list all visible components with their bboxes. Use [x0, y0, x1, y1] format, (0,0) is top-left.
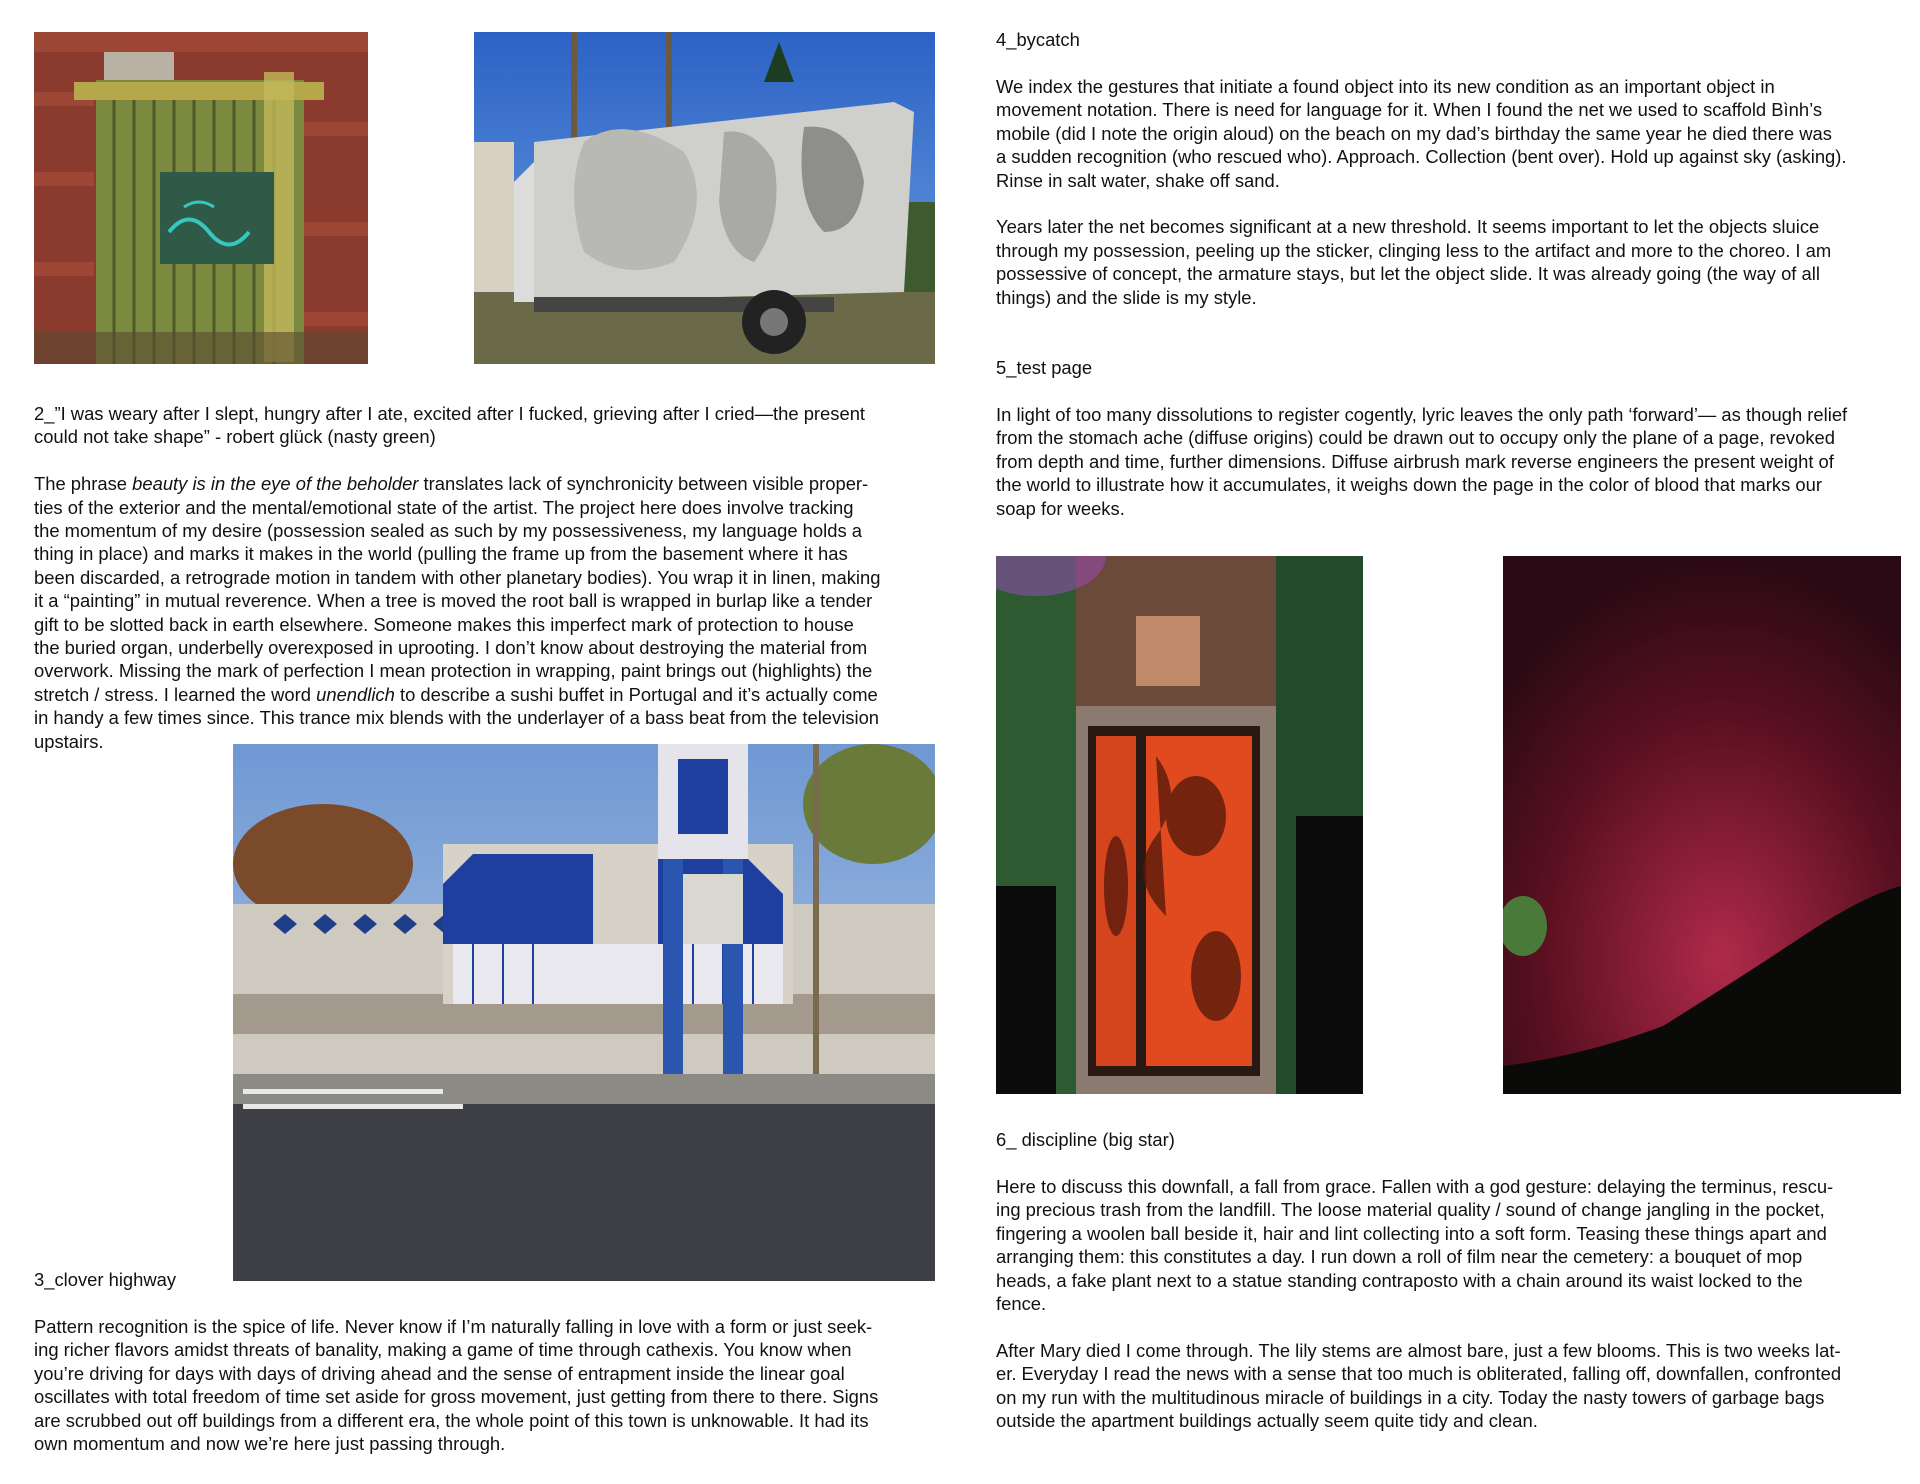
section-2-body: The phrase beauty is in the eye of the beholder translates lack of synchronicity between visible proper- ties of the exterior and the mental/emotional state of the artist. The project here does involve tracking the momentum of my desire (possession sealed as such by my possessiveness, my language holds a thing in place) and marks it makes in the world (pulling the frame up from the basement where it has been discarded, a retrograde motion in tandem with other planetary bodies). You wrap it in linen, making it a “painting” in mutual reverence. When a tree is moved the root ball is wrapped in burlap like a tender gift to be slotted back in earth elsewhere. Someone makes this imperfect mark of protection to house the buried organ, underbelly overexposed in uprooting. I don’t know about destroying the material from overwork. Missing the mark of perfection I mean protection in wrapping, paint brings out (highlights) the stretch / stress. I learned the word unendlich to describe a sushi buffet in Portugal and it’s actually come in handy a few times since. This trance mix blends with the underlayer of a bass beat from the television upstairs. — [34, 473, 881, 752]
photo-blue-building — [233, 744, 935, 1281]
photo-aurora-sky — [1503, 556, 1901, 1094]
section-5-body: In light of too many dissolutions to register cogently, lyric leaves the only path ‘forward’— as though relief from the stomach ache (diffuse origins) could be drawn out to occupy only the plane of a page, revoked from depth and time, further dimensions. Diffuse airbrush mark reverse engineers the present weight of the world to illustrate how it accumulates, it weighs down the page in the color of blood that marks our soap for weeks. — [996, 404, 1848, 519]
photo-red-doorway — [996, 556, 1363, 1094]
section-4-body: We index the gestures that initiate a found object into its new condition as an important object in movement notation. There is need for language for it. When I found the net we used to scaffold Bình’s mobile (did I note the origin aloud) on the beach on my dad’s birthday the same year he died there was a sudden recognition (who rescued who). Approach. Collection (bent over). Hold up against sky (asking). Rinse in salt water, shake off sand. Years later the net becomes significant at a new threshold. It seems important to let the objects sluice through my possession, peeling up the sticker, clinging less to the artifact and more to the choreo. I am possessive of concept, the armature stays, but let the object slide. It was already going (the way of all things) and the slide is my style. — [996, 76, 1847, 308]
section-3-body: Pattern recognition is the spice of life. Never know if I’m naturally falling in love with a form or just seek- ing richer flavors amidst threats of banality, making a game of time through cathexis. You know when you’re driving for days with days of driving ahead and the sense of entrapment inside the linear goal oscillates with total freedom of time set aside for gross movement, just getting from there to there. Signs are scrubbed out off buildings from a different era, the whole point of this town is unknowable. It had its own momentum and now we’re here just passing through. — [34, 1316, 879, 1455]
section-4-title: 4_bycatch — [996, 29, 1080, 50]
photo-green-door — [34, 32, 368, 364]
section-2-title-line1: 2_”I was weary after I slept, hungry after I ate, excited after I fucked, grieving after I cried—the present — [34, 403, 866, 424]
section-5-title: 5_test page — [996, 357, 1093, 378]
section-2-title-line2: could not take shape” - robert glück (nasty green) — [34, 426, 436, 448]
section-6-title: 6_ discipline (big star) — [996, 1129, 1175, 1150]
section-2 — [34, 402, 939, 753]
photo-box-truck — [474, 32, 935, 364]
section-6-body: Here to discuss this downfall, a fall from grace. Fallen with a god gesture: delaying the terminus, rescu- ing precious trash from the landfill. The loose material quality / sound of change jangling in the pocket, fingering a woolen ball beside it, hair and lint collecting into a soft form. Teasing these things apart and arranging them: this constitutes a day. I run down a roll of film near the cemetery: a bouquet of mop heads, a fake plant next to a statue standing contraposto with a chain around its waist locked to the fence. After Mary died I come through. The lily stems are almost bare, just a few blooms. This is two weeks lat- er. Everyday I read the news with a sense that too much is obliterated, falling off, downfallen, confronted on my run with the multitudinous miracle of buildings in a city. Today the nasty towers of garbage bags outside the apartment buildings actually seem quite tidy and clean. — [996, 1176, 1842, 1432]
section-3-title: 3_clover highway — [34, 1269, 177, 1290]
